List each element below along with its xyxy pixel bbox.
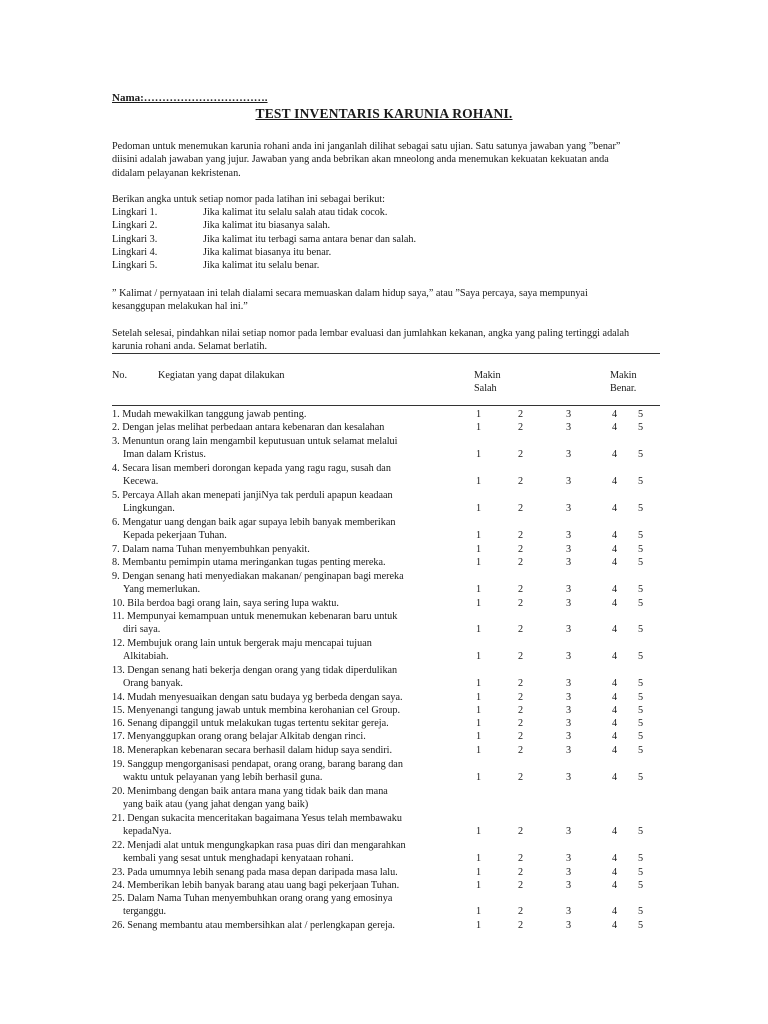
rating-option-2[interactable]: 2: [518, 906, 524, 918]
rating-option-2[interactable]: 2: [518, 880, 524, 891]
question-line: 19. Sanggup mengorganisasi pendapat, orang orang, barang barang dan: [112, 759, 403, 770]
rating-option-4[interactable]: 4: [612, 449, 618, 461]
question-text: [112, 462, 467, 489]
scale-desc: Jika kalimat itu selalu salah atau tidak cocok.: [203, 207, 388, 218]
rating-option-2[interactable]: 2: [518, 449, 524, 461]
quote-line: kesanggupan melakukan hal ini.”: [112, 301, 248, 313]
question-text: [112, 839, 467, 866]
rating-option-1[interactable]: 1: [476, 853, 482, 865]
question-line-continued: kembali yang sesat untuk menghadapi kenyataan rohani.: [123, 853, 354, 865]
rating-option-5[interactable]: 5: [638, 598, 644, 609]
question-text: [112, 717, 467, 730]
rating-option-4[interactable]: 4: [612, 705, 618, 716]
question-line: 7. Dalam nama Tuhan menyembuhkan penyakit.: [112, 544, 310, 555]
rating-option-5[interactable]: 5: [638, 503, 644, 515]
rating-option-4[interactable]: 4: [612, 678, 618, 690]
rating-option-4[interactable]: 4: [612, 584, 618, 596]
scale-item: [112, 246, 416, 259]
question-text: [112, 744, 467, 757]
question-line: 3. Menuntun orang lain mengambil keputusuan untuk selamat melalui: [112, 436, 398, 447]
question-text: [112, 691, 467, 704]
scale-label: Lingkari 5.: [112, 260, 158, 272]
rating-option-3[interactable]: 3: [566, 409, 572, 420]
col-header-line: Makin: [474, 370, 501, 381]
question-line: 2. Dengan jelas melihat perbedaan antara kebenaran dan kesalahan: [112, 422, 385, 433]
scale-desc: Jika kalimat itu terbagi sama antara benar dan salah.: [203, 233, 417, 245]
rating-option-2[interactable]: 2: [518, 920, 524, 931]
rating-option-4[interactable]: 4: [612, 503, 618, 515]
question-text: [112, 758, 467, 785]
rating-option-4[interactable]: 4: [612, 422, 618, 433]
rating-option-3[interactable]: 3: [566, 853, 572, 865]
rating-option-5[interactable]: 5: [638, 692, 644, 703]
question-text: [112, 516, 467, 543]
rating-option-2[interactable]: 2: [518, 584, 524, 596]
question-line-continued: Iman dalam Kristus.: [123, 449, 206, 461]
rating-option-5[interactable]: 5: [638, 624, 644, 636]
question-line: 21. Dengan sukacita menceritakan bagaimana Yesus telah membawaku: [112, 813, 402, 824]
question-line-continued: Orang banyak.: [123, 678, 183, 690]
rating-option-1[interactable]: 1: [476, 651, 482, 663]
rating-option-2[interactable]: 2: [518, 745, 524, 756]
rating-option-1[interactable]: 1: [476, 449, 482, 461]
question-text: [112, 408, 467, 421]
question-line: 10. Bila berdoa bagi orang lain, saya sering lupa waktu.: [112, 598, 339, 609]
question-line-continued: Lingkungan.: [123, 503, 175, 515]
rating-option-2[interactable]: 2: [518, 731, 524, 742]
question-line: 23. Pada umumnya lebih senang pada masa depan daripada masa lalu.: [112, 867, 398, 878]
question-text: [112, 664, 467, 691]
question-line: 20. Menimbang dengan baik antara mana yang tidak baik dan mana: [112, 786, 388, 797]
rating-option-5[interactable]: 5: [638, 906, 644, 918]
question-text: [112, 866, 467, 879]
question-text: [112, 704, 467, 717]
question-line: 12. Membujuk orang lain untuk bergerak maju mencapai tujuan: [112, 638, 372, 649]
rating-option-3[interactable]: 3: [566, 906, 572, 918]
question-text: [112, 570, 467, 597]
rating-option-2[interactable]: 2: [518, 692, 524, 703]
question-text: [112, 610, 467, 637]
rating-option-1[interactable]: 1: [476, 557, 482, 568]
question-text: [112, 892, 467, 919]
quote-line: ” Kalimat / pernyataan ini telah dialami secara memuaskan dalam hidup saya,” atau ”Saya percaya, saya mempunyai: [112, 288, 588, 299]
col-header-benar: [610, 369, 637, 395]
rating-option-4[interactable]: 4: [612, 731, 618, 742]
rating-option-4[interactable]: 4: [612, 880, 618, 891]
rating-option-3[interactable]: 3: [566, 449, 572, 461]
scale-label: Lingkari 4.: [112, 246, 158, 258]
instruction-text: Berikan angka untuk setiap nomor pada latihan ini sebagai berikut:: [112, 194, 386, 205]
question-line-continued: Kepada pekerjaan Tuhan.: [123, 530, 227, 542]
rating-option-3[interactable]: 3: [566, 920, 572, 931]
question-line: 16. Senang dipanggil untuk melakukan tugas tertentu sekitar gereja.: [112, 718, 389, 729]
rating-option-1[interactable]: 1: [476, 718, 482, 729]
rating-option-3[interactable]: 3: [566, 624, 572, 636]
rating-option-5[interactable]: 5: [638, 745, 644, 756]
question-line: 25. Dalam Nama Tuhan menyembuhkan orang orang yang emosinya: [112, 893, 393, 904]
question-line: 15. Menyenangi tangung jawab untuk membina kerohanian cel Group.: [112, 705, 401, 716]
rating-option-5[interactable]: 5: [638, 422, 644, 433]
rating-option-1[interactable]: 1: [476, 772, 482, 784]
rating-option-3[interactable]: 3: [566, 557, 572, 568]
intro-line: diisini adalah jawaban yang jujur. Jawaban yang anda bebrikan akan mneolong anda menemukan kekuatan kekuatan anda: [112, 154, 609, 166]
rating-option-5[interactable]: 5: [638, 476, 644, 488]
rating-option-4[interactable]: 4: [612, 826, 618, 838]
question-line: 17. Menyanggupkan orang orang belajar Alkitab dengan rinci.: [112, 731, 366, 742]
question-line: 9. Dengan senang hati menyediakan makanan/ penginapan bagi mereka: [112, 571, 404, 582]
rating-option-1[interactable]: 1: [476, 705, 482, 716]
scale-label: Lingkari 3.: [112, 233, 158, 245]
rating-option-3[interactable]: 3: [566, 544, 572, 555]
rating-option-2[interactable]: 2: [518, 409, 524, 420]
question-line: 5. Percaya Allah akan menepati janjiNya tak perduli apapun keadaan: [112, 490, 393, 501]
rating-option-5[interactable]: 5: [638, 826, 644, 838]
col-header-salah: [474, 369, 501, 395]
rating-option-5[interactable]: 5: [638, 772, 644, 784]
rating-option-2[interactable]: 2: [518, 503, 524, 515]
rating-option-2[interactable]: 2: [518, 557, 524, 568]
rating-option-5[interactable]: 5: [638, 530, 644, 542]
table-top-rule: [112, 353, 660, 354]
scale-item: [112, 233, 416, 246]
rating-option-1[interactable]: 1: [476, 692, 482, 703]
scale-label: Lingkari 2.: [112, 220, 158, 232]
document-title: TEST INVENTARIS KARUNIA ROHANI.: [255, 106, 513, 121]
question-text: [112, 543, 467, 556]
rating-option-3[interactable]: 3: [566, 772, 572, 784]
rating-option-5[interactable]: 5: [638, 920, 644, 931]
closing-line: Setelah selesai, pindahkan nilai setiap nomor pada lembar evaluasi dan jumlahkan kekanan, angka yang paling tertinggi adalah: [112, 328, 630, 339]
scale-desc: Jika kalimat itu biasanya salah.: [203, 220, 331, 232]
question-line: 8. Membantu pemimpin utama meringankan tugas penting mereka.: [112, 557, 386, 568]
rating-option-4[interactable]: 4: [612, 906, 618, 918]
rating-option-4[interactable]: 4: [612, 544, 618, 555]
question-line: 18. Menerapkan kebenaran secara berhasil dalam hidup saya sendiri.: [112, 745, 393, 756]
rating-option-5[interactable]: 5: [638, 651, 644, 663]
question-line: 13. Dengan senang hati bekerja dengan orang yang tidak diperdulikan: [112, 665, 398, 676]
rating-option-3[interactable]: 3: [566, 422, 572, 433]
question-line-continued: diri saya.: [123, 624, 161, 636]
rating-option-1[interactable]: 1: [476, 544, 482, 555]
scale-item: [112, 206, 416, 219]
intro-paragraph: [112, 140, 672, 180]
question-line-continued: Yang memerlukan.: [123, 584, 201, 596]
rating-option-4[interactable]: 4: [612, 772, 618, 784]
rating-option-2[interactable]: 2: [518, 867, 524, 878]
rating-option-1[interactable]: 1: [476, 678, 482, 690]
rating-option-5[interactable]: 5: [638, 731, 644, 742]
question-line: 24. Memberikan lebih banyak barang atau uang bagi pekerjaan Tuhan.: [112, 880, 400, 891]
rating-option-1[interactable]: 1: [476, 624, 482, 636]
rating-option-3[interactable]: 3: [566, 692, 572, 703]
question-line: 11. Mempunyai kemampuan untuk menemukan kebenaran baru untuk: [112, 611, 398, 622]
rating-option-4[interactable]: 4: [612, 920, 618, 931]
rating-option-1[interactable]: 1: [476, 880, 482, 891]
question-text: [112, 597, 467, 610]
rating-option-4[interactable]: 4: [612, 476, 618, 488]
question-line-continued: Alkitabiah.: [123, 651, 169, 663]
rating-option-3[interactable]: 3: [566, 584, 572, 596]
rating-option-4[interactable]: 4: [612, 718, 618, 729]
rating-option-5[interactable]: 5: [638, 584, 644, 596]
question-line: 6. Mengatur uang dengan baik agar supaya lebih banyak memberikan: [112, 517, 396, 528]
rating-option-4[interactable]: 4: [612, 745, 618, 756]
rating-option-3[interactable]: 3: [566, 705, 572, 716]
rating-option-3[interactable]: 3: [566, 867, 572, 878]
rating-option-2[interactable]: 2: [518, 853, 524, 865]
col-header-no: No.: [112, 370, 127, 381]
rating-option-4[interactable]: 4: [612, 692, 618, 703]
question-text: [112, 879, 467, 892]
scale-desc: Jika kalimat itu selalu benar.: [203, 260, 320, 272]
rating-option-1[interactable]: 1: [476, 867, 482, 878]
rating-option-4[interactable]: 4: [612, 598, 618, 609]
question-line-continued: yang baik atau (yang jahat dengan yang baik): [123, 799, 309, 811]
rating-option-1[interactable]: 1: [476, 503, 482, 515]
question-line: 1. Mudah mewakilkan tanggung jawab penting.: [112, 409, 307, 420]
rating-option-1[interactable]: 1: [476, 826, 482, 838]
rating-option-3[interactable]: 3: [566, 731, 572, 742]
question-line: 14. Mudah menyesuaikan dengan satu budaya yg berbeda dengan saya.: [112, 692, 403, 703]
rating-option-2[interactable]: 2: [518, 651, 524, 663]
rating-option-5[interactable]: 5: [638, 557, 644, 568]
question-text: [112, 489, 467, 516]
rating-option-1[interactable]: 1: [476, 745, 482, 756]
rating-option-2[interactable]: 2: [518, 826, 524, 838]
rating-option-5[interactable]: 5: [638, 678, 644, 690]
rating-option-5[interactable]: 5: [638, 409, 644, 420]
question-text: [112, 421, 467, 434]
rating-option-4[interactable]: 4: [612, 557, 618, 568]
rating-option-1[interactable]: 1: [476, 906, 482, 918]
rating-option-2[interactable]: 2: [518, 476, 524, 488]
rating-option-1[interactable]: 1: [476, 598, 482, 609]
scale-item: [112, 219, 416, 232]
question-line: 26. Senang membantu atau membersihkan alat / perlengkapan gereja.: [112, 920, 395, 931]
rating-option-2[interactable]: 2: [518, 624, 524, 636]
question-text: [112, 785, 467, 812]
col-header-line: Benar.: [610, 383, 637, 394]
rating-option-3[interactable]: 3: [566, 826, 572, 838]
scale-label: Lingkari 1.: [112, 207, 158, 218]
col-header-activity: Kegiatan yang dapat dilakukan: [158, 370, 285, 381]
rating-option-2[interactable]: 2: [518, 530, 524, 542]
rating-option-3[interactable]: 3: [566, 530, 572, 542]
rating-option-2[interactable]: 2: [518, 772, 524, 784]
rating-option-2[interactable]: 2: [518, 598, 524, 609]
rating-option-4[interactable]: 4: [612, 530, 618, 542]
closing-line: karunia rohani anda. Selamat berlatih.: [112, 341, 268, 353]
rating-option-2[interactable]: 2: [518, 678, 524, 690]
rating-option-4[interactable]: 4: [612, 867, 618, 878]
rating-option-3[interactable]: 3: [566, 880, 572, 891]
rating-option-2[interactable]: 2: [518, 705, 524, 716]
rating-option-3[interactable]: 3: [566, 745, 572, 756]
scale-item: [112, 259, 416, 272]
name-field-label: Nama:…………………………….: [112, 92, 268, 104]
rating-option-4[interactable]: 4: [612, 853, 618, 865]
rating-option-1[interactable]: 1: [476, 731, 482, 742]
quote-paragraph: [112, 287, 672, 314]
question-text: [112, 919, 467, 932]
question-text: [112, 637, 467, 664]
intro-line: didalam pelayanan kekristenan.: [112, 167, 241, 179]
question-line-continued: Kecewa.: [123, 476, 159, 488]
rating-option-5[interactable]: 5: [638, 705, 644, 716]
closing-paragraph: [112, 327, 672, 354]
rating-option-4[interactable]: 4: [612, 409, 618, 420]
rating-option-1[interactable]: 1: [476, 409, 482, 420]
rating-option-5[interactable]: 5: [638, 880, 644, 891]
rating-option-3[interactable]: 3: [566, 678, 572, 690]
question-text: [112, 812, 467, 839]
question-line: 22. Menjadi alat untuk mengungkapkan rasa puas diri dan mengarahkan: [112, 840, 406, 851]
rating-option-2[interactable]: 2: [518, 422, 524, 433]
rating-option-5[interactable]: 5: [638, 544, 644, 555]
rating-option-4[interactable]: 4: [612, 624, 618, 636]
scale-desc: Jika kalimat biasanya itu benar.: [203, 246, 332, 258]
rating-option-5[interactable]: 5: [638, 867, 644, 878]
rating-scale-list: [112, 206, 416, 272]
rating-option-2[interactable]: 2: [518, 718, 524, 729]
rating-option-3[interactable]: 3: [566, 598, 572, 609]
question-line-continued: terganggu.: [123, 906, 167, 918]
rating-option-2[interactable]: 2: [518, 544, 524, 555]
rating-option-3[interactable]: 3: [566, 476, 572, 488]
question-text: [112, 435, 467, 462]
question-line-continued: waktu untuk pelayanan yang lebih berhasil guna.: [123, 772, 323, 784]
question-line-continued: kepadaNya.: [123, 826, 172, 838]
table-header-rule: [112, 405, 660, 406]
rating-option-1[interactable]: 1: [476, 584, 482, 596]
question-text: [112, 730, 467, 743]
rating-option-3[interactable]: 3: [566, 651, 572, 663]
rating-option-1[interactable]: 1: [476, 476, 482, 488]
rating-option-3[interactable]: 3: [566, 503, 572, 515]
question-text: [112, 556, 467, 569]
rating-option-4[interactable]: 4: [612, 651, 618, 663]
intro-line: Pedoman untuk menemukan karunia rohani anda ini janganlah dilihat sebagai satu ujian. Satu satunya jawaban yang ”benar”: [112, 141, 621, 152]
rating-option-1[interactable]: 1: [476, 530, 482, 542]
rating-option-5[interactable]: 5: [638, 449, 644, 461]
col-header-line: Salah: [474, 383, 497, 394]
rating-option-5[interactable]: 5: [638, 853, 644, 865]
rating-option-3[interactable]: 3: [566, 718, 572, 729]
question-line: 4. Secara lisan memberi dorongan kepada yang ragu ragu, susah dan: [112, 463, 391, 474]
rating-option-1[interactable]: 1: [476, 920, 482, 931]
col-header-line: Makin: [610, 370, 637, 381]
rating-option-5[interactable]: 5: [638, 718, 644, 729]
rating-option-1[interactable]: 1: [476, 422, 482, 433]
